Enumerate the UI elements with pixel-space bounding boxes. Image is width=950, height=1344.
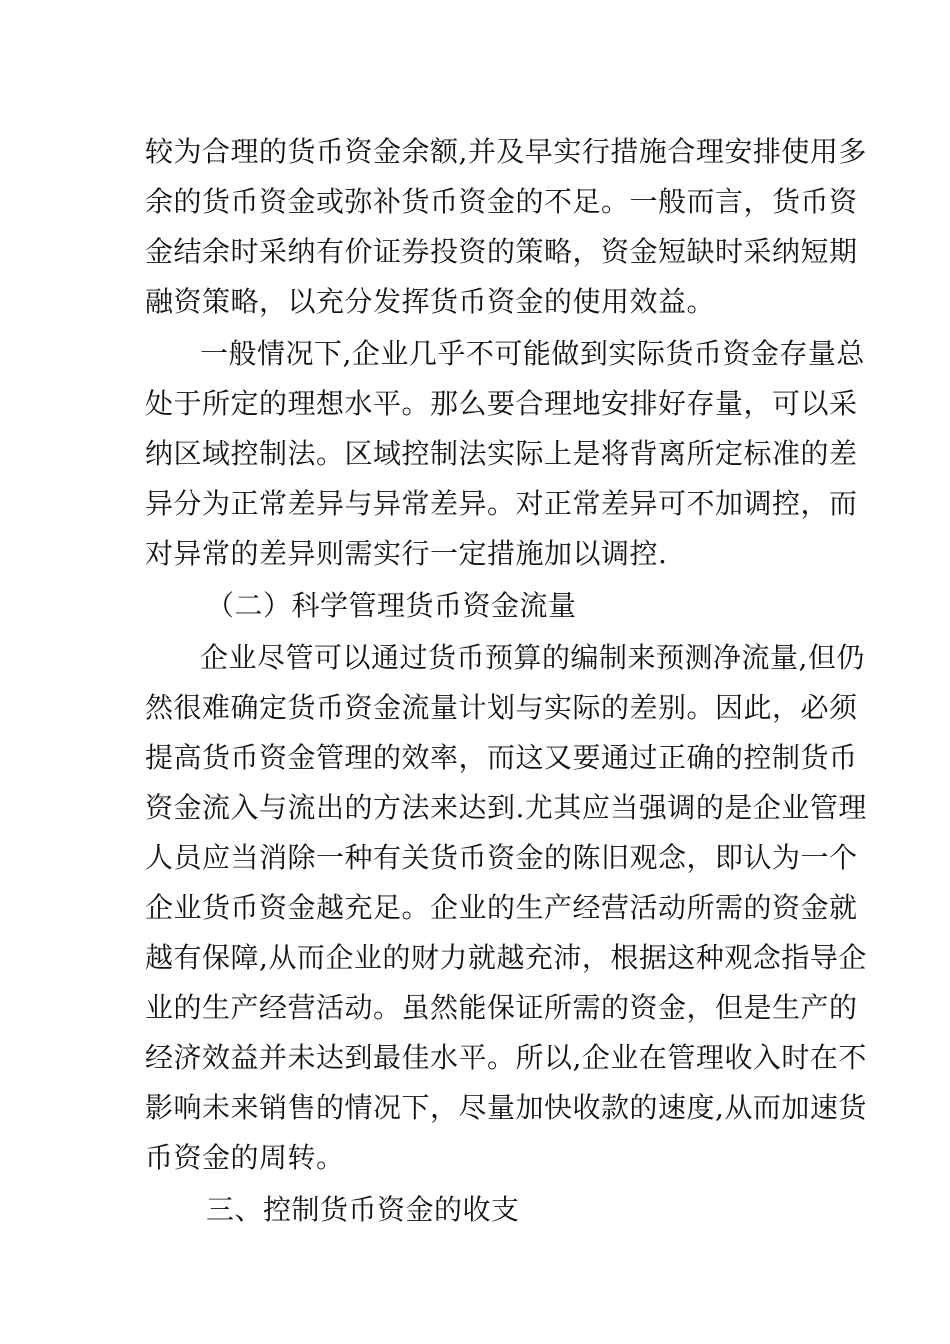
paragraph-3-line-8: 业的生产经营活动。虽然能保证所需的资金，但是生产的 [145, 991, 858, 1024]
paragraph-1-line-1: 较为合理的货币资金余额,并及早实行措施合理安排使用多 [145, 135, 867, 168]
paragraph-3-line-3: 提高货币资金管理的效率，而这又要通过正确的控制货币 [145, 741, 858, 774]
paragraph-3-line-5: 人员应当消除一种有关货币资金的陈旧观念，即认为一个 [145, 841, 858, 874]
paragraph-3-line-1: 企业尽管可以通过货币预算的编制来预测净流量,但仍 [200, 641, 865, 674]
paragraph-2-line-1: 一般情况下,企业几乎不可能做到实际货币资金存量总 [200, 337, 865, 370]
paragraph-2-line-2: 处于所定的理想水平。那么要合理地安排好存量，可以采 [145, 387, 858, 420]
paragraph-3-line-10: 影响未来销售的情况下，尽量加快收款的速度,从而加速货 [145, 1091, 867, 1124]
paragraph-2-line-4: 异分为正常差异与异常差异。对正常差异可不加调控，而 [145, 487, 858, 520]
paragraph-1-line-2: 余的货币资金或弥补货币资金的不足。一般而言，货币资 [145, 185, 858, 218]
paragraph-2-line-5: 对异常的差异则需实行一定措施加以调控. [145, 537, 668, 570]
paragraph-3-line-4: 资金流入与流出的方法来达到.尤其应当强调的是企业管理 [145, 791, 867, 824]
paragraph-3-line-6: 企业货币资金越充足。企业的生产经营活动所需的资金就 [145, 891, 858, 924]
paragraph-3-line-7: 越有保障,从而企业的财力就越充沛，根据这种观念指导企 [145, 941, 867, 974]
section-heading-3: 三、控制货币资金的收支 [206, 1193, 520, 1226]
paragraph-3-line-2: 然很难确定货币资金流量计划与实际的差别。因此，必须 [145, 691, 858, 724]
paragraph-1-line-3: 金结余时采纳有价证券投资的策略，资金短缺时采纳短期 [145, 235, 858, 268]
paragraph-1-line-4: 融资策略，以充分发挥货币资金的使用效益。 [145, 285, 716, 318]
paragraph-3-line-9: 经济效益并未达到最佳水平。所以,企业在管理收入时在不 [145, 1041, 867, 1074]
paragraph-2-line-3: 纳区域控制法。区域控制法实际上是将背离所定标准的差 [145, 437, 858, 470]
section-heading-2: （二）科学管理货币资金流量 [206, 589, 577, 622]
paragraph-3-line-11: 币资金的周转。 [145, 1141, 345, 1174]
